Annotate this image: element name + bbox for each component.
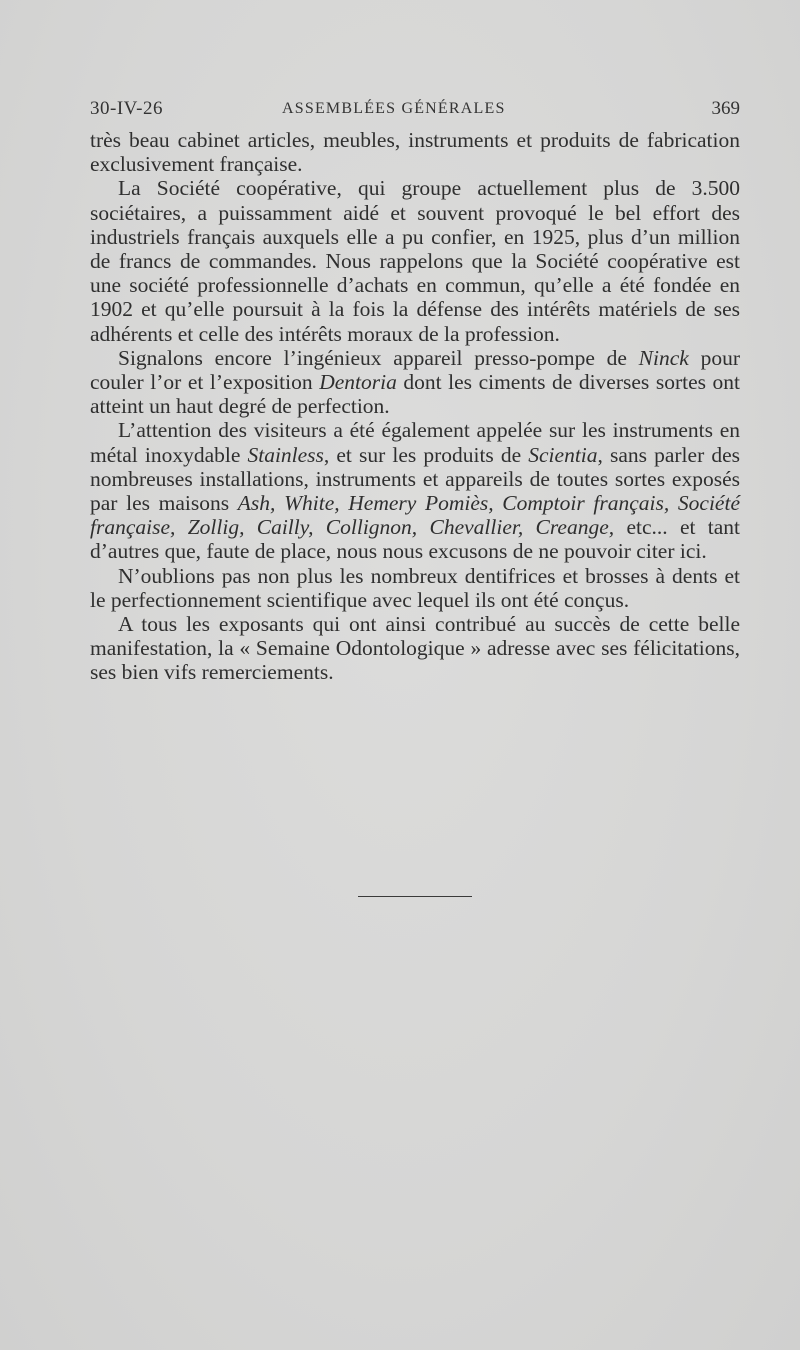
text-run: La Société coopérative, qui groupe actuellement plus de 3.500 sociétaires, a puissamment aidé et souvent provoqué le bel effort des industriels français auxquels elle a pu confier, en 1925, plus d’un million de francs de commandes. Nous rappelons que la Société coopérative est une société professionnelle d’achats en commun, qu’elle a été fondée en 1902 et qu’elle poursuit à la fois la défense des intérêts matériels de ses adhérents et celle des intérêts moraux de la profession. — [90, 176, 740, 346]
italic-text: Dentoria — [319, 370, 397, 395]
paragraph — [90, 564, 740, 612]
text-run: très beau cabinet articles, meubles, instruments et produits de fabrication exclusivement française. — [90, 128, 740, 177]
paragraph — [90, 346, 740, 419]
book-page — [90, 98, 740, 685]
paragraph — [90, 418, 740, 563]
paragraph — [90, 176, 740, 345]
text-run: etc... et tant d’autres que, faute de place, nous nous excusons de ne pouvoir citer ici. — [90, 515, 740, 564]
text-run: , et sur les produits de — [323, 442, 529, 467]
paragraph — [90, 128, 740, 176]
italic-text: Ninck — [638, 345, 689, 370]
italic-text: Stainless — [247, 442, 324, 467]
italic-text: Ash, White, Hemery Pomiès, Comptoir français, Société française, Zollig, Cailly, Collignon, Chevallier, Creange, — [90, 491, 740, 540]
text-run: Signalons encore l’ingénieux appareil presso-pompe de — [118, 345, 639, 370]
page-number: 369 — [711, 98, 740, 119]
section-end-rule — [358, 896, 472, 897]
text-run: N’oublions pas non plus les nombreux dentifrices et brosses à dents et le perfectionnement scientifique avec lequel ils ont été conçus. — [90, 563, 740, 612]
running-head-date: 30-IV-26 — [90, 98, 163, 119]
running-head — [90, 98, 740, 128]
text-run: , sans parler des nombreuses installations, instruments et appareils de toutes sortes exposés par les maisons — [90, 442, 740, 516]
italic-text: Scientia — [528, 442, 598, 467]
running-head-title: ASSEMBLÉES GÉNÉRALES — [282, 100, 506, 117]
text-run: dont les ciments de diverses sortes ont atteint un haut degré de perfection. — [90, 370, 741, 419]
paragraph — [90, 612, 740, 685]
text-run: pour couler l’or et l’exposition — [90, 345, 740, 395]
text-run: A tous les exposants qui ont ainsi contribué au succès de cette belle manifestation, la « Semaine Odontologique » adresse avec ses félicitations, ses bien vifs remerciements. — [90, 612, 740, 685]
text-run: L’attention des visiteurs a été également appelée sur les instruments en métal inoxydable — [90, 418, 740, 467]
article-body — [90, 128, 740, 685]
